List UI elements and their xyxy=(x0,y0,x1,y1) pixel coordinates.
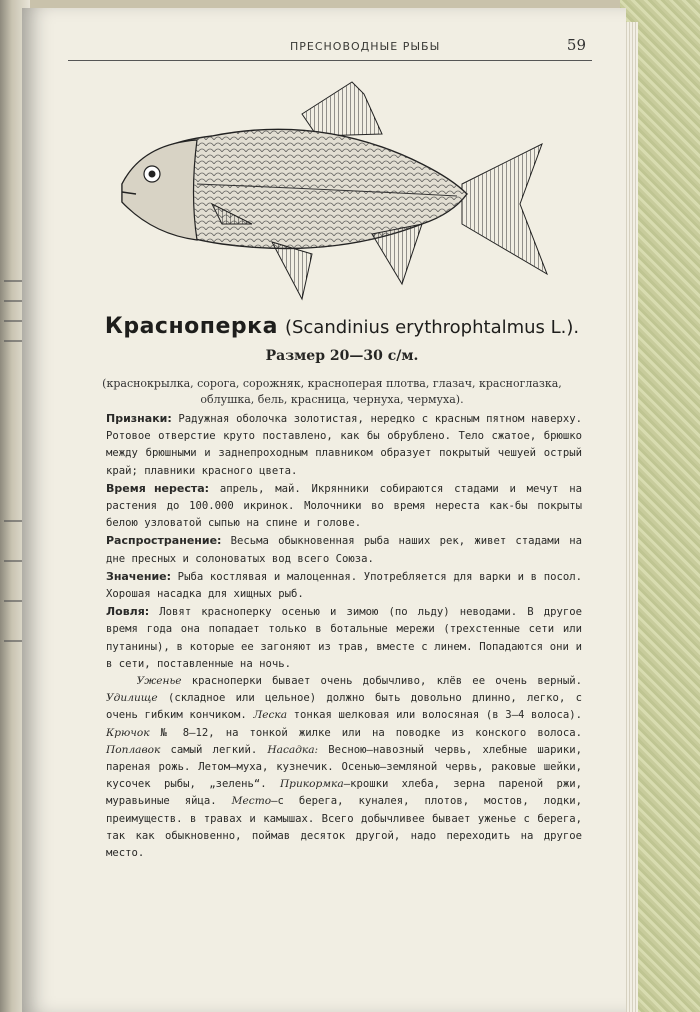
term-italic: Место xyxy=(231,795,272,808)
section-text: (складное или цельное) должно быть довольно длинно, легко, с очень гибким кончиком. xyxy=(106,692,582,722)
section-text: апрель, май. Икрянники собираются стадами и мечут на растения до 100.000 икринок. Молочники во время нереста как-бы покрыты белою узловатой сыпью на спине и голове. xyxy=(106,482,582,530)
species-name-latin: (Scandinius erythrophtalmus L.). xyxy=(284,317,580,338)
section-text: Весною—навозный червь, хлебные шарики, пареная рожь. Летом—муха, кузнечик. Осенью—земляной червь, раковые шейки, кусочек рыбы, „зелень“. xyxy=(106,743,582,791)
term-italic: Уженье xyxy=(136,675,182,688)
section-text: Весьма обыкновенная рыба наших рек, живет стадами на дне пресных и солоноватых вод всего Союза. xyxy=(106,535,582,565)
term-italic: Леска xyxy=(253,709,288,722)
section-heading: Ловля: xyxy=(106,605,150,619)
book-page xyxy=(22,8,626,1012)
section-heading: Распространение: xyxy=(106,534,222,548)
fish-illustration xyxy=(102,74,562,314)
article-body xyxy=(106,410,582,862)
species-name-russian: Красноперка xyxy=(104,314,278,339)
catch-paragraph xyxy=(106,603,582,673)
section-heading: Значение: xyxy=(106,569,172,583)
species-title xyxy=(62,314,622,339)
section-text: Ловят красноперку осенью и зимою (по льду) неводами. В другое время года она попадает только в ботальные мережи (трехстенные сети или путанины), в которые ее загоняют из трав, вместе с линем. Попадаются они и в сети, поставленные на ночь. xyxy=(106,606,582,670)
page-number: 59 xyxy=(566,36,586,54)
term-italic: Прикормка xyxy=(279,778,344,791)
section-text: красноперки бывает очень добычливо, клёв ее очень верный. xyxy=(181,675,582,688)
value-paragraph xyxy=(106,568,582,603)
term-italic: Удилище xyxy=(106,692,158,705)
section-text: —крошки хлеба, зерна пареной ржи, муравьиные яйца. xyxy=(106,778,582,808)
page-header xyxy=(62,36,592,62)
spawning-paragraph xyxy=(106,480,582,533)
term-italic: Крючок xyxy=(106,726,150,739)
size-line: Размер 20—30 с/м. xyxy=(265,348,419,364)
running-head: ПРЕСНОВОДНЫЕ РЫБЫ xyxy=(290,40,441,53)
features-paragraph xyxy=(106,410,582,480)
section-heading: Время нереста: xyxy=(106,481,210,495)
term-italic: Насадка: xyxy=(267,743,319,756)
angling-paragraph xyxy=(106,673,582,862)
synonyms-text: (краснокрылка, сорога, сорожняк, красноперая плотва, глазач, красноглазка, облушка, бель, красница, чернуха, чермуха). xyxy=(102,377,562,406)
section-text: Рыба костлявая и малоценная. Употребляется для варки и в посол. Хорошая насадка для хищных рыб. xyxy=(106,570,582,601)
section-text: тонкая шелковая или волосяная (в 3—4 волоса). xyxy=(287,709,582,722)
term-italic: Поплавок xyxy=(106,743,161,756)
section-text: Радужная оболочка золотистая, нередко с красным пятном наверху. Ротовое отверстие круто поставлено, как бы обрублено. Тело сжатое, брюшко между брюшными и заднепроходным плавником образует покрытый чешуей острый край; плавники красного цвета. xyxy=(106,413,582,477)
distribution-paragraph xyxy=(106,532,582,567)
section-text: —с берега, куналея, плотов, мостов, лодки, преимуществ. в травах и камышах. Всего добычливее бывает уженье с берега, так как обыкновенно, поймав десяток другой, надо переходить на другое место. xyxy=(106,795,583,860)
section-text: самый легкий. xyxy=(160,743,268,756)
section-text: № 8—12, на тонкой жилке или на поводке из конского волоса. xyxy=(149,726,582,739)
header-rule xyxy=(68,60,592,61)
section-heading: Признаки: xyxy=(106,412,172,425)
